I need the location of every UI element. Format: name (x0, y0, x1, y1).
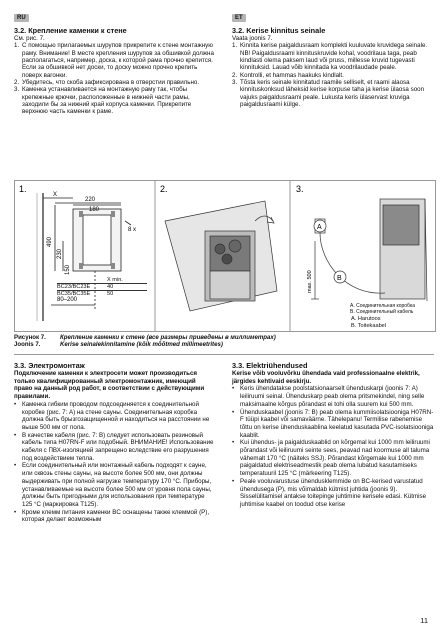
list-item: 1. С помощью прилагаемых шурупов прикрепите к стене монтажную раму. Внимание! В месте крепления шурупов за обшивкой должна располагаться, например, доска, к которой рама прочно крепится. Если за обшивкой нет доски, то доску можно прочно крепить поверх вагонки. (14, 42, 214, 79)
page-number: 11 (420, 616, 428, 625)
panel-2-number: 2. (160, 184, 168, 194)
dim-180-label: 180 (89, 207, 100, 213)
table-row: BC35/BC35E 50 (57, 291, 114, 297)
list-item: 3. Tõsta keris seinale kinnitatud raamile selliselt, et raami alaosa kinnituskonksud läheksid kerise korpuse taha ja kerise ülaosa soon vajuks paigaldusraami peale. Lukusta keris ülaservast kruviga paigaldusraami külge. (232, 79, 425, 109)
caption-et: Joonis 7. Kerise seinalekinnitamine (kõik mõõtmed millimeetrites) (14, 341, 223, 349)
max-500-label: max. 500 (307, 270, 313, 293)
caption-ru: Рисунок 7. Крепление каменки к стене (все размеры приведены в миллиметрах) (14, 334, 276, 341)
list-item: • Peale vooluvarustuse ühendusklemmide on BC-kerised varustatud ühendusega (P), mis võimaldab kütmist juhtida (joonis 9). Sisselülitamisel antakse toitepinge juhtimine kerisele edasi. Kütmise juhtimise kaabel on toodud otse kerise (232, 477, 427, 508)
et-section-3-3 (232, 361, 434, 509)
figure-legend-ru (350, 303, 436, 315)
ru-section-3-3-title: 3.3. Электромонтаж (14, 361, 85, 370)
dim-x-label: X (53, 192, 58, 198)
connection-drawing (311, 199, 427, 301)
dim-220-label: 220 (85, 197, 96, 203)
section-divider (14, 354, 434, 355)
panel-1-number: 1. (19, 184, 27, 194)
figure-7 (14, 180, 436, 332)
legend-ru-b: B. Соединительный кабель (350, 309, 414, 315)
ru-steps-list (14, 42, 214, 115)
list-item: • Каменка гибким проводом подсоединяется к соединительной коробке (рис. 7: A) на стене сауны. Соединительная коробка должна быть брызгозащищенной и находиться на расстоянии не выше 500 мм от пола. (14, 400, 210, 431)
label-a: A (317, 224, 322, 231)
table-header: X min. (57, 277, 147, 284)
list-item: 2. Kontrolli, et hammas haakuks kindlalt. (232, 71, 344, 79)
et-intro: Kerise võib vooluvõrku ühendada vaid professionaalne elektrik, järgides kehtivaid eeskirju. (232, 370, 420, 385)
list-item: • Кроме клемм питания каменки BC оснащены также клеммой (P), которая делает возможным (14, 508, 210, 524)
list-item: 2. Убедитесь, что скоба зафиксирована в отверстии правильно. (14, 79, 200, 87)
ru-section-3-3 (14, 361, 214, 524)
ru-section-3-2-title: 3.2. Крепление каменки к стене (14, 26, 127, 35)
dim-490-label: 490 (47, 236, 53, 247)
x-min-table (57, 277, 147, 297)
ru-bullet-list (14, 401, 214, 524)
dim-230-label: 230 (57, 248, 63, 259)
dim-80-200-label: 80–200 (57, 297, 78, 303)
list-item: • В качестве кабеля (рис. 7: B) следует использовать резиновый кабель типа H07RN-F или подобный. ВНИМАНИЕ! Использование кабеля с ПВХ-изоляцией запрещено вследствие его разрушения под воздействием тепла. (14, 431, 214, 462)
legend-ru-a: A. Соединительная коробка (350, 303, 415, 309)
list-item: • Kui ühendus- ja paigalduskaablid on kõrgemal kui 1000 mm leiliruumi põrandast või leiliruumi seinte sees, peavad nad koormuse all taluma vähemalt 170 °C (näiteks SSJ). Põrandast kõrgemale kui 1000 mm paigaldatud elektriseadmestik peab olema lubatud kasutamiseks temperatuuril 125 °C (märkeering T125). (232, 439, 430, 478)
ru-section-3-2 (14, 26, 214, 116)
figure-legend-et (351, 316, 386, 329)
language-tag-et: ET (232, 14, 246, 22)
table-row: BC23/BC23E 40 (57, 284, 147, 291)
et-section-3-2-title: 3.2. Kerise kinnitus seinale (232, 26, 326, 35)
et-see-figure: Vaata joonis 7. (232, 35, 273, 42)
legend-et-b: B. Toitekaabel (351, 322, 387, 329)
et-section-3-2 (232, 26, 434, 108)
heater-mounting-drawing (165, 201, 277, 311)
ru-see-figure: См. рис. 7. (14, 35, 45, 42)
list-item: • Ühenduskaabel (joonis 7: B) peab olema kummiisolatsiooniga H07RN-F tüüpi kaabel või samaväärne. Tähelepanu! Termilise rabenemise tõttu on kerise ühenduskaablina keelatud kasutada PVC-isolatsiooniga kaablit. (232, 408, 434, 439)
list-item: • Если соединительный или монтажный кабель подходят к сауне, или сквозь стены сауны, на высоте более 500 мм, они должны выдерживать при полной нагрузке температуру 170 °C. Приборы, устанавливаемые на высоте более 500 мм от уровня пола сауны, должны быть пригодными для использования при температуре 125 °C (маркировка T125). (14, 462, 212, 508)
dim-150-label: 150 (65, 264, 71, 275)
dim-screws-label: 8 x (128, 227, 137, 233)
list-item: 1. Kinnita kerise paigaldusraam komplekti kuuluvate kruvidega seinale. NB! Paigaldusraami kinnituskruvide kohal, voodrilaua taga, peab kindlasti olema paksem laud või pruss, millesse kruvid tugevasti kinnituksid. Lauad võib kinnitada ka voodrilaudade peale. (232, 42, 428, 72)
et-section-3-3-title: 3.3. Elektriühendused (232, 361, 308, 370)
label-b: B (337, 275, 342, 282)
language-tag-ru: RU (14, 14, 29, 22)
panel-3-number: 3. (296, 184, 304, 194)
list-item: • Keris ühendatakse poolstatsionaarselt ühenduskarpi (joonis 7: A) leiliruumi seinal. Ühenduskarp peab olema pritsmekindel, ning selle maksimaalne kõrgus põrandast ei tohi olla suurem kui 500 mm. (232, 385, 425, 408)
ru-intro: Подключение каменки к электросети может производиться только квалифицированный электромонтажник, имеющий право на данный род работ, в соответствии с действующими правилами. (14, 370, 205, 401)
et-bullet-list (232, 385, 434, 508)
mounting-frame-drawing (37, 193, 131, 321)
legend-et-a: A. Harutoos (351, 316, 381, 322)
et-steps-list (232, 42, 434, 108)
figure-caption (14, 334, 434, 349)
list-item: 3. Каменка устанавливается на монтажную раму так, чтобы крепежные крючки, расположенные в нижней части рамы, заходили бы за нижний край корпуса каменки. Прикрепите верхнюю часть каменки к раме. (14, 86, 192, 116)
